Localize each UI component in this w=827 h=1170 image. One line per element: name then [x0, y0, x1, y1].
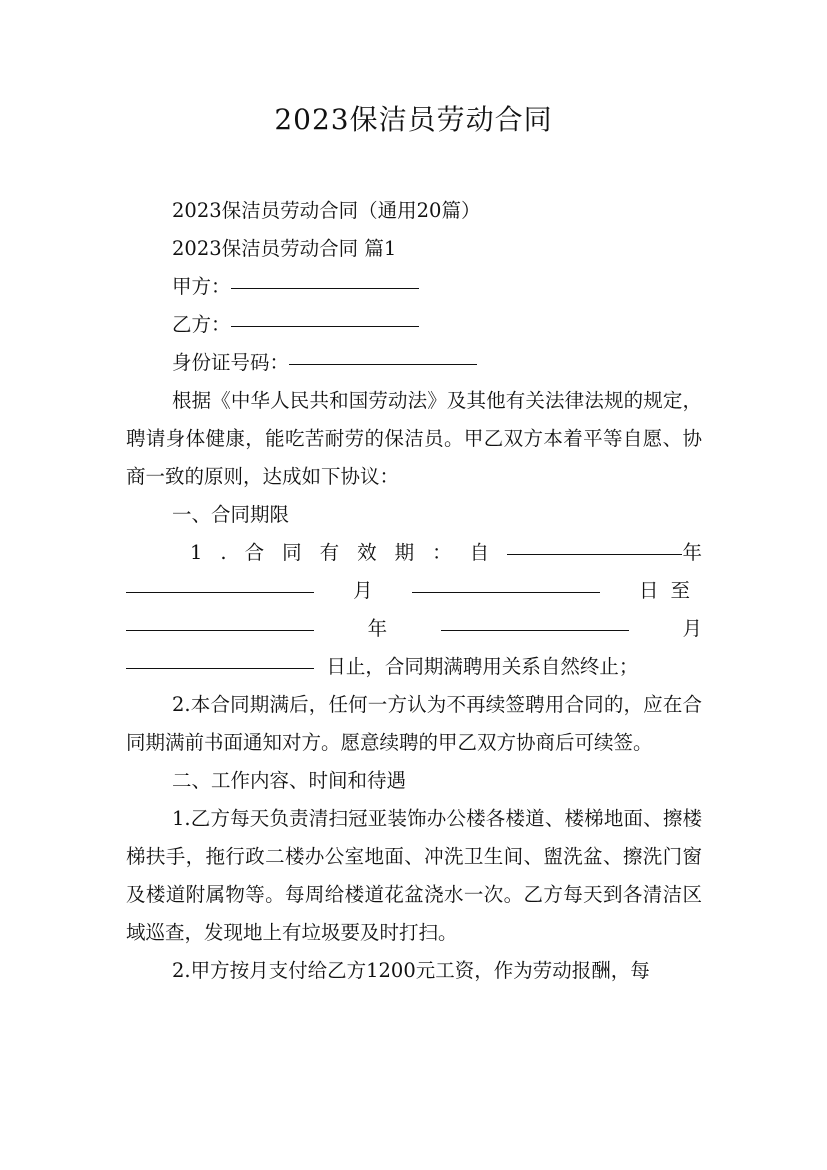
document-body	[126, 192, 702, 990]
term-end-text: 日止，合同期满聘用关系自然终止；	[326, 655, 639, 678]
term-line-1	[126, 534, 702, 572]
start-year-blank	[507, 553, 682, 555]
term-line-3	[126, 610, 702, 648]
document-subtitle: 2023保洁员劳动合同（通用20篇）	[172, 199, 481, 222]
document-title: 2023保洁员劳动合同	[274, 103, 553, 136]
id-number-blank	[289, 363, 477, 365]
term-lead: 1.合同有效期：自	[190, 541, 508, 564]
wage-paragraph: 2.甲方按月支付给乙方1200元工资，作为劳动报酬，每	[172, 959, 650, 982]
id-number-label: 身份证号码：	[172, 351, 290, 374]
party-b-blank	[231, 325, 419, 327]
section2-heading: 二、工作内容、时间和待遇	[172, 769, 407, 792]
term-day-to-label: 日至	[638, 579, 702, 602]
party-b-label: 乙方：	[172, 313, 231, 336]
term-line-4	[126, 648, 702, 686]
party-a-blank	[231, 287, 419, 289]
clause-2-paragraph: 2.本合同期满后，任何一方认为不再续签聘用合同的，应在合同期满前书面通知对方。愿意续聘的甲乙双方协商后可续签。	[126, 693, 702, 754]
term-year-label: 年	[682, 541, 702, 564]
term-month-label: 月	[353, 579, 373, 602]
id-number-line	[126, 344, 702, 382]
party-a-line	[126, 268, 702, 306]
start-day-blank	[412, 591, 600, 593]
end-day-blank	[126, 667, 314, 669]
party-b-line	[126, 306, 702, 344]
term-line-2	[126, 572, 702, 610]
intro-paragraph: 根据《中华人民共和国劳动法》及其他有关法律法规的规定，聘请身体健康，能吃苦耐劳的保洁员。甲乙双方本着平等自愿、协商一致的原则，达成如下协议：	[126, 389, 702, 488]
end-year-blank	[126, 629, 314, 631]
start-month-blank	[126, 591, 314, 593]
chapter-heading: 2023保洁员劳动合同 篇1	[172, 237, 397, 260]
term-month2-label: 月	[682, 617, 702, 640]
work-duty-paragraph: 1.乙方每天负责清扫冠亚装饰办公楼各楼道、楼梯地面、擦楼梯扶手，拖行政二楼办公室地面、冲洗卫生间、盥洗盆、擦洗门窗及楼道附属物等。每周给楼道花盆浇水一次。乙方每天到各清洁区域巡查，发现地上有垃圾要及时打扫。	[126, 807, 702, 944]
section1-heading: 一、合同期限	[172, 503, 290, 526]
party-a-label: 甲方：	[172, 275, 231, 298]
end-month-blank	[441, 629, 629, 631]
term-year2-label: 年	[367, 617, 388, 640]
